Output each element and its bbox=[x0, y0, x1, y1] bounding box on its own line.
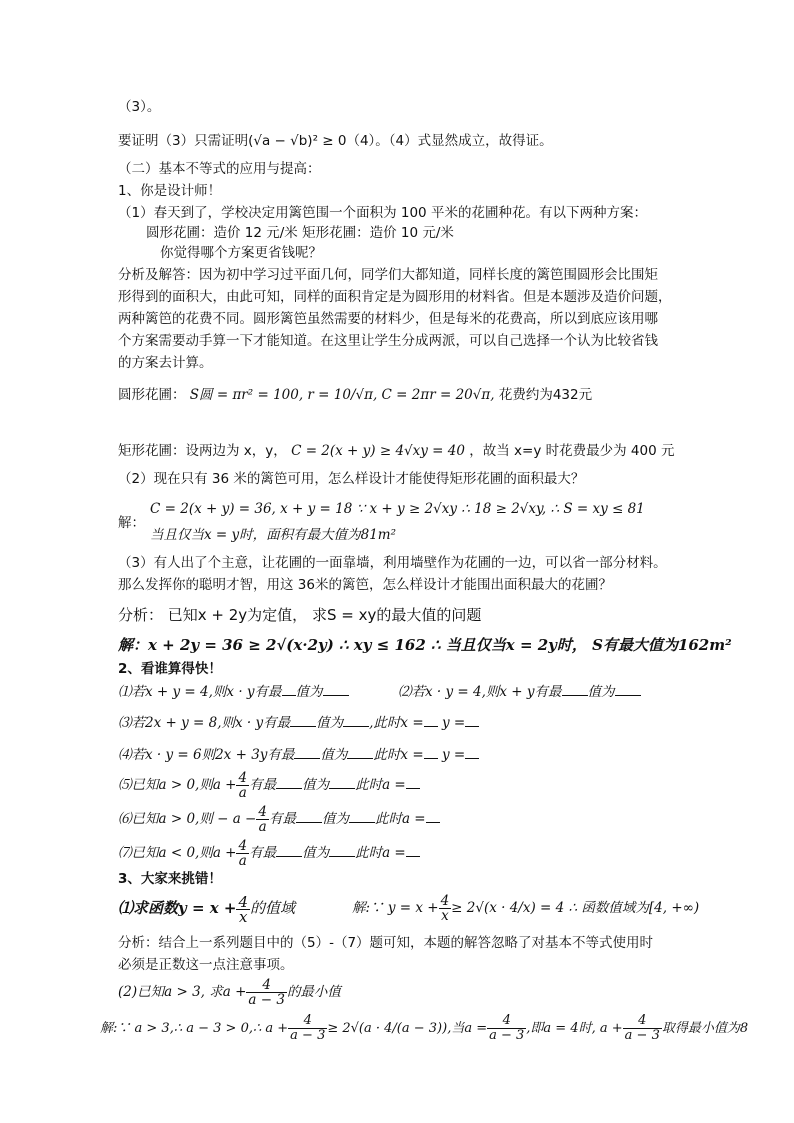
fraction: $\frac{4}{x}$ bbox=[238, 892, 249, 926]
paragraph-line: 形得到的面积大，由此可知，同样的面积肯定是为圆形用的材料省。但是本题涉及造价问题， bbox=[118, 289, 672, 305]
q2-solution-formula: C = 2(x + y) = 36, x + y = 18 ∵ x + y ≥ 2√xy ∴ 18 ≥ 2√xy, ∴ S = xy ≤ 81 bbox=[150, 501, 645, 517]
blank bbox=[329, 844, 355, 857]
q2-solution-result: 当且仅当x = y时，面积有最大值为81m² bbox=[150, 527, 397, 543]
paragraph-line: 分析及解答：因为初中学习过平面几何，同学们大都知道，同样长度的篱笆围圆形会比围矩 bbox=[118, 267, 658, 283]
fraction: $\frac{4}{x}$ bbox=[440, 893, 450, 924]
error-1-solution: 解:∵ y = x + $\frac{4}{x}$ ≥ 2√(x · 4/x) = 4 ∴ 函数值域为[4, +∞) bbox=[352, 893, 700, 924]
text-line: 圆形花圃：造价 12 元/米 矩形花圃：造价 10 元/米 bbox=[146, 225, 454, 241]
error-2-solution: 解:∵ a > 3,∴ a − 3 > 0,∴ a + $\frac{4}{a - 3}$ ≥ 2√(a · 4/(a − 3)),当a = $\frac{4}{a - 3}$ ,即a = 4时, a + $\frac{4}{a - 3}$ 取得最小值为8 bbox=[100, 1013, 749, 1043]
circle-garden-line bbox=[118, 386, 592, 404]
blank bbox=[426, 810, 440, 823]
blank bbox=[296, 810, 322, 823]
section-heading: 2、看谁算得快！ bbox=[118, 661, 222, 677]
section-heading: （二）基本不等式的应用与提高： bbox=[118, 161, 321, 177]
blank bbox=[465, 714, 479, 727]
error-1-problem: ⑴求函数y = x + $\frac{4}{x}$ 的值域 bbox=[118, 892, 296, 926]
result: 花费约为432元 bbox=[498, 387, 593, 403]
label: 圆形花圃： bbox=[118, 387, 186, 403]
blank bbox=[343, 714, 369, 727]
fraction: $\frac{4}{a}$ bbox=[238, 838, 248, 869]
q2-solution-label: 解： bbox=[118, 515, 145, 531]
text-line: （3）。 bbox=[118, 99, 161, 115]
paragraph-line: 个方案需要动手算一下才能知道。在这里让学生分成两派，可以自己选择一个认为比较省钱 bbox=[118, 333, 658, 349]
blank bbox=[406, 776, 420, 789]
text-line: 要证明（3）只需证明(√a − √b)² ≥ 0（4）。（4）式显然成立，故得证。 bbox=[118, 133, 553, 149]
exercise-3: ⑶若2x + y = 8,则x · y有最 值为 ,此时x = y = bbox=[118, 714, 479, 732]
section-heading: 1、你是设计师！ bbox=[118, 183, 222, 199]
exercise-6: ⑹已知a > 0,则 − a − $\frac{4}{a}$ 有最 值为 此时a = bbox=[118, 804, 440, 834]
blank bbox=[406, 844, 420, 857]
blank bbox=[562, 683, 588, 696]
blank bbox=[615, 683, 641, 696]
exercise-1: ⑴若x + y = 4,则x · y有最 值为 bbox=[118, 683, 349, 701]
fraction: $\frac{4}{a - 3}$ bbox=[248, 977, 285, 1008]
fraction: $\frac{4}{a - 3}$ bbox=[624, 1013, 660, 1043]
blank bbox=[294, 746, 320, 759]
blank bbox=[276, 776, 302, 789]
error-2-problem: (2)已知a > 3, 求a + $\frac{4}{a - 3}$ 的最小值 bbox=[118, 977, 341, 1008]
q3-solution: 解：x + 2y = 36 ≥ 2√(x·2y) ∴ xy ≤ 162 ∴ 当且仅当x = 2y时， S有最大值为162m² bbox=[118, 636, 732, 654]
blank bbox=[282, 683, 296, 696]
question-3: （3）有人出了个主意，让花圃的一面靠墙，利用墙壁作为花圃的一边，可以省一部分材料。 bbox=[118, 555, 667, 571]
blank bbox=[424, 746, 438, 759]
exercise-5: ⑸已知a > 0,则a + $\frac{4}{a}$ 有最 值为 此时a = bbox=[118, 770, 420, 800]
q3-analysis: 分析： 已知x + 2y为定值， 求S = xy的最大值的问题 bbox=[118, 606, 482, 624]
blank bbox=[276, 844, 302, 857]
formula: S圆 = πr² = 100, r = 10/√π, C = 2πr = 20√π, bbox=[189, 387, 495, 403]
paragraph-line: 的方案去计算。 bbox=[118, 355, 213, 371]
fraction: $\frac{4}{a}$ bbox=[238, 770, 248, 801]
blank bbox=[329, 776, 355, 789]
rect-garden-line bbox=[118, 442, 675, 460]
label: 矩形花圃：设两边为 x，y， bbox=[118, 443, 287, 459]
blank bbox=[465, 746, 479, 759]
blank bbox=[349, 810, 375, 823]
section-heading: 3、大家来挑错！ bbox=[118, 871, 222, 887]
exercise-2: ⑵若x · y = 4,则x + y有最 值为 bbox=[398, 683, 641, 701]
exercise-7: ⑺已知a < 0,则a + $\frac{4}{a}$ 有最 值为 此时a = bbox=[118, 838, 420, 868]
result: ，故当 x=y 时花费最少为 400 元 bbox=[469, 443, 675, 459]
error-analysis: 必须是正数这一点注意事项。 bbox=[118, 957, 294, 973]
question-3: 那么发挥你的聪明才智，用这 36米的篱笆，怎么样设计才能围出面积最大的花圃？ bbox=[118, 577, 612, 593]
error-analysis: 分析：结合上一系列题目中的（5）-（7）题可知，本题的解答忽略了对基本不等式使用时 bbox=[118, 935, 654, 951]
question-2: （2）现在只有 36 米的篱笆可用，怎么样设计才能使得矩形花圃的面积最大？ bbox=[118, 471, 585, 487]
blank bbox=[290, 714, 316, 727]
blank bbox=[424, 714, 438, 727]
text-line: （1）春天到了，学校决定用篱笆围一个面积为 100 平米的花圃种花。有以下两种方案： bbox=[118, 205, 647, 221]
fraction: $\frac{4}{a - 3}$ bbox=[489, 1013, 525, 1043]
blank bbox=[323, 683, 349, 696]
blank bbox=[347, 746, 373, 759]
exercise-4: ⑷若x · y = 6则2x + 3y有最 值为 此时x = y = bbox=[118, 746, 479, 764]
paragraph-line: 两种篱笆的花费不同。圆形篱笆虽然需要的材料少，但是每米的花费高，所以到底应该用哪 bbox=[118, 311, 658, 327]
text-line: 你觉得哪个方案更省钱呢？ bbox=[160, 245, 322, 261]
fraction: $\frac{4}{a}$ bbox=[258, 804, 267, 835]
formula: C = 2(x + y) ≥ 4√xy = 40 bbox=[291, 443, 465, 459]
fraction: $\frac{4}{a - 3}$ bbox=[290, 1013, 326, 1043]
